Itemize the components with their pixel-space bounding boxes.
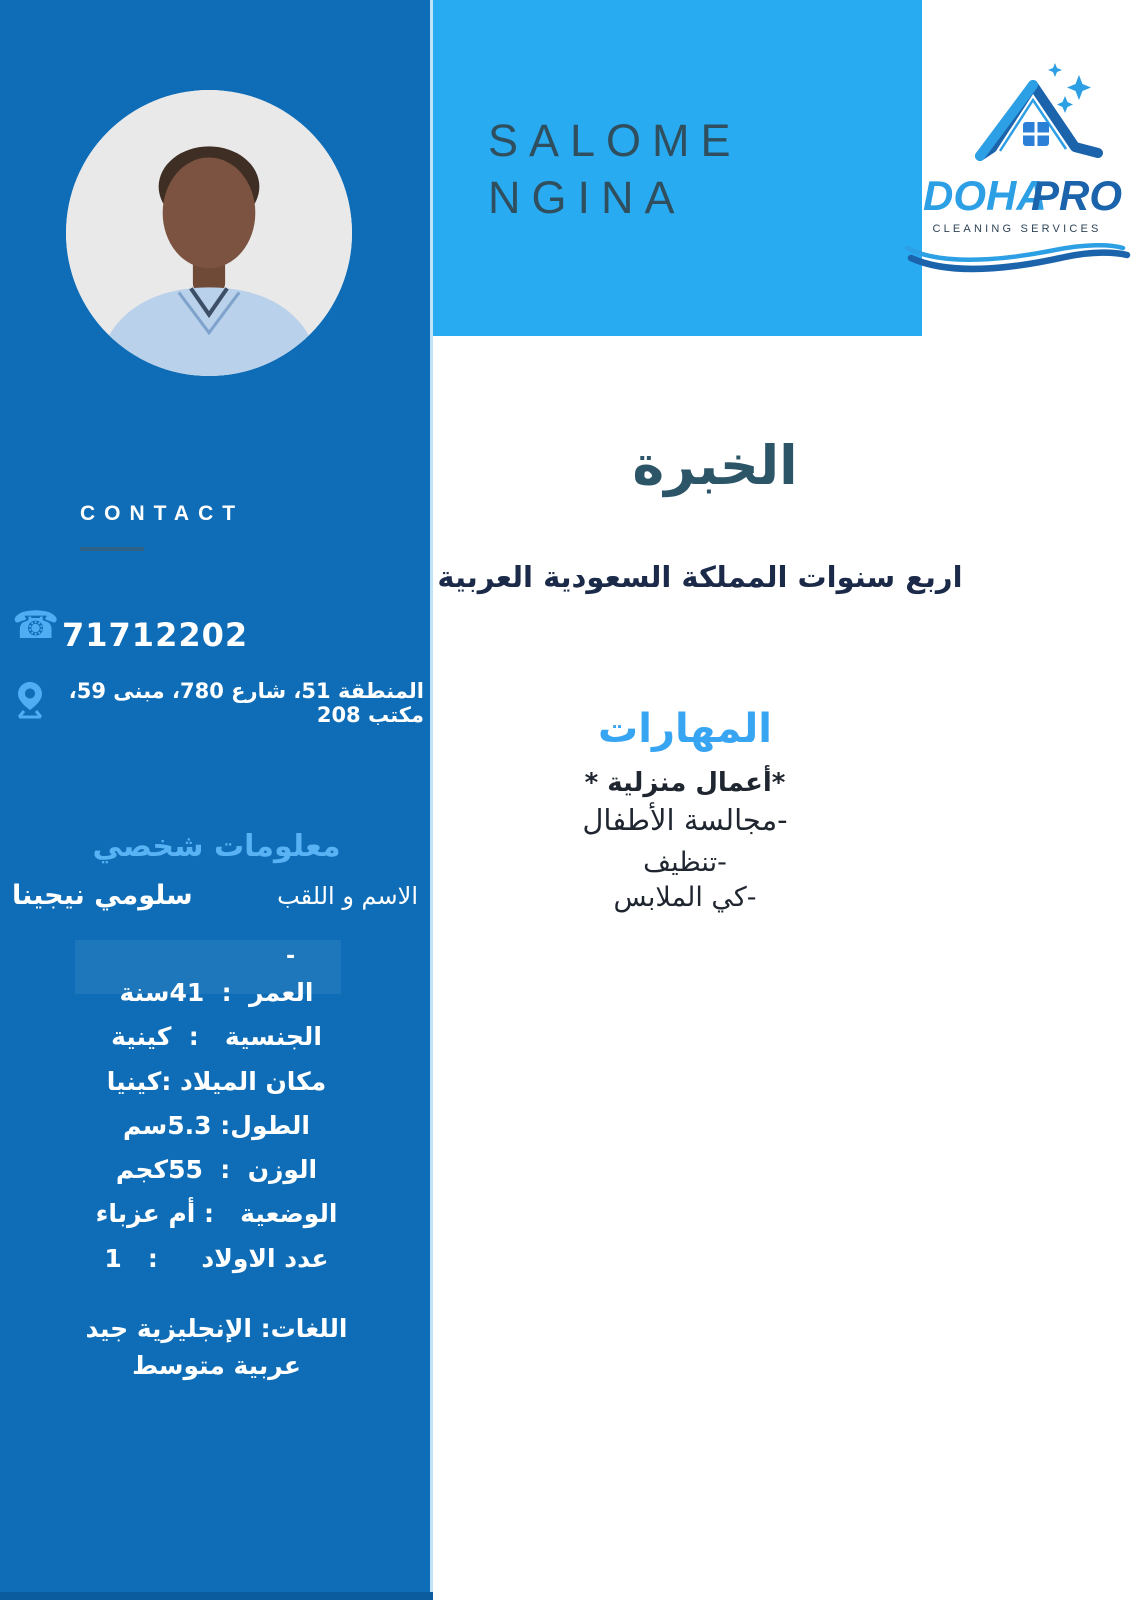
- header-name-line2: NGINA: [488, 172, 686, 223]
- detail-age: العمر : 41سنة: [119, 978, 314, 1007]
- personal-info-heading: معلومات شخصي: [92, 829, 341, 864]
- empty-field-dash: -: [286, 944, 296, 969]
- full-name-value: سلومي نيجينا: [12, 880, 193, 911]
- logo-graphic: [895, 52, 1131, 292]
- experience-heading: الخبرة: [632, 434, 798, 497]
- detail-weight: الوزن : 55كجم: [115, 1155, 318, 1185]
- contact-heading: CONTACT: [80, 502, 245, 525]
- languages-line2: عربية متوسط: [132, 1351, 301, 1380]
- company-logo: [895, 52, 1131, 292]
- skill-housework: *أعمال منزلية *: [584, 768, 786, 798]
- address-text: المنطقة 51، شارع 780، مبنى 59، مكتب 208: [68, 679, 424, 727]
- location-pin-icon: [17, 681, 43, 723]
- sidebar-bottom-strip: [0, 1592, 433, 1600]
- name-row: [12, 880, 418, 911]
- detail-birthplace: مكان الميلاد :كينيا: [106, 1066, 327, 1096]
- phone-icon: ☎: [12, 603, 60, 647]
- detail-status: الوضعية : أم عزباء: [95, 1199, 338, 1229]
- profile-photo: [66, 90, 352, 376]
- sparkle-icon: [1067, 75, 1091, 100]
- skill-ironing: -كي الملابس: [613, 882, 757, 913]
- phone-number: 71712202: [62, 616, 249, 654]
- profile-photo-graphic: [66, 90, 352, 376]
- sparkle-icon: [1048, 63, 1062, 77]
- header-name-line1: SALOME: [488, 115, 742, 166]
- languages-line1: اللغات: الإنجليزية جيد: [85, 1314, 348, 1343]
- logo-brand-primary: DOHA: [923, 172, 1047, 219]
- avatar-face: [163, 157, 256, 268]
- personal-details-list: [0, 971, 433, 1281]
- skills-heading: المهارات: [598, 706, 772, 752]
- languages-block: [0, 1310, 433, 1384]
- sparkle-icon: [1057, 96, 1073, 113]
- header-name: [488, 112, 742, 226]
- logo-brand-secondary: PRO: [1031, 172, 1123, 219]
- skill-cleaning: -تنظيف: [643, 847, 727, 878]
- experience-text: اربع سنوات المملكة السعودية العربية: [437, 560, 963, 594]
- skill-babysitting: -مجالسة الأطفال: [582, 803, 788, 837]
- full-name-label: الاسم و اللقب: [277, 882, 418, 910]
- logo-tagline: CLEANING SERVICES: [932, 223, 1102, 235]
- detail-nationality: الجنسية : كينية: [111, 1022, 322, 1052]
- detail-children: عدد الاولاد : 1: [104, 1243, 329, 1273]
- contact-underline: [80, 547, 144, 551]
- detail-height: الطول: 5.3سم: [123, 1110, 310, 1140]
